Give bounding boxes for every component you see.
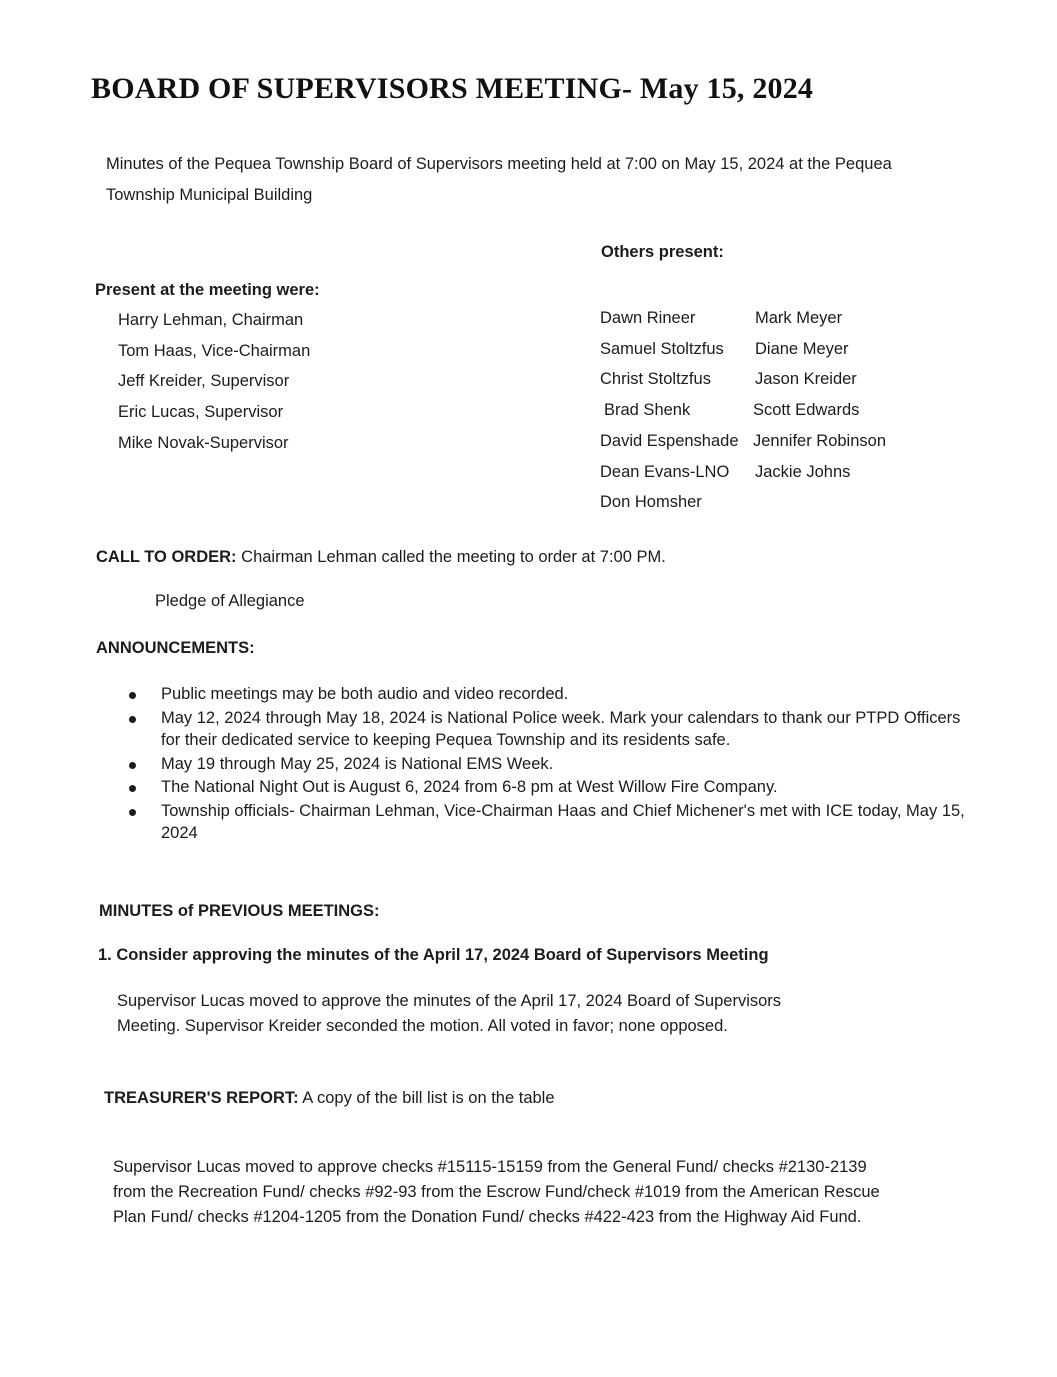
other-person: Diane Meyer — [755, 339, 849, 358]
pledge-text: Pledge of Allegiance — [155, 592, 305, 610]
treasurer-label: TREASURER'S REPORT: — [104, 1089, 299, 1107]
present-heading: Present at the meeting were: — [95, 281, 320, 299]
announcements-list — [128, 683, 978, 846]
call-to-order-label: CALL TO ORDER: — [96, 548, 237, 566]
call-to-order-text: Chairman Lehman called the meeting to order at 7:00 PM. — [241, 548, 666, 566]
treasurer-report — [104, 1089, 555, 1108]
present-member: Harry Lehman, Chairman — [118, 311, 304, 329]
other-person: Jason Kreider — [755, 370, 857, 389]
announcement-item: The National Night Out is August 6, 2024 from 6-8 pm at West Willow Fire Company. — [128, 776, 978, 799]
minutes-line-1: Supervisor Lucas moved to approve the minutes of the April 17, 2024 Board of Supervisors — [117, 992, 782, 1010]
call-to-order — [96, 548, 666, 567]
present-member: Jeff Kreider, Supervisor — [118, 372, 290, 391]
bullet-icon — [129, 716, 136, 723]
others-col-2 — [753, 303, 886, 487]
other-person: Dean Evans-LNO — [600, 462, 730, 481]
minutes-item-title: 1. Consider approving the minutes of the April 17, 2024 Board of Supervisors Meeting — [98, 946, 769, 964]
other-person: Samuel Stoltzfus — [600, 339, 724, 358]
announcement-item: Public meetings may be both audio and video recorded. — [128, 683, 978, 706]
other-person: Mark Meyer — [755, 309, 843, 327]
other-person: Jennifer Robinson — [753, 431, 886, 450]
present-members-list — [118, 305, 310, 459]
treasurer-text: A copy of the bill list is on the table — [302, 1089, 555, 1107]
treasurer-line-1: Supervisor Lucas moved to approve checks #15115-15159 from the General Fund/ checks #2130-2139 — [113, 1158, 867, 1176]
other-person: Don Homsher — [600, 493, 702, 512]
treasurer-line-2: from the Recreation Fund/ checks #92-93 from the Escrow Fund/check #1019 from the American Rescue — [113, 1183, 880, 1201]
other-person: David Espenshade — [600, 431, 739, 450]
other-person: Scott Edwards — [753, 401, 860, 420]
announcement-item: May 19 through May 25, 2024 is National EMS Week. — [128, 753, 978, 776]
others-col-1 — [600, 303, 739, 518]
other-person: Christ Stoltzfus — [600, 370, 711, 389]
announcement-item: May 12, 2024 through May 18, 2024 is National Police week. Mark your calendars to thank our PTPD Officers for their dedicated service to keeping Pequea Township and its residents safe. — [128, 707, 961, 752]
announcements-heading: ANNOUNCEMENTS: — [96, 639, 255, 657]
intro-line-1: Minutes of the Pequea Township Board of Supervisors meeting held at 7:00 on May 15, 2024 at the Pequea — [106, 155, 892, 173]
present-member: Tom Haas, Vice-Chairman — [118, 341, 311, 360]
other-person: Dawn Rineer — [600, 309, 696, 327]
page-title: BOARD OF SUPERVISORS MEETING- May 15, 2024 — [91, 72, 814, 105]
others-present-heading: Others present: — [601, 243, 724, 261]
bullet-icon — [129, 762, 136, 769]
present-member: Mike Novak-Supervisor — [118, 433, 289, 452]
minutes-line-2: Meeting. Supervisor Kreider seconded the motion. All voted in favor; none opposed. — [117, 1017, 728, 1035]
other-person: Jackie Johns — [755, 462, 851, 481]
bullet-icon — [129, 809, 136, 816]
bullet-icon — [129, 692, 136, 699]
treasurer-line-3: Plan Fund/ checks #1204-1205 from the Donation Fund/ checks #422-423 from the Highway Aid Fund. — [113, 1208, 862, 1226]
bullet-icon — [129, 785, 136, 792]
intro-line-2: Township Municipal Building — [106, 186, 313, 204]
minutes-heading: MINUTES of PREVIOUS MEETINGS: — [99, 902, 380, 920]
announcement-item: Township officials- Chairman Lehman, Vice-Chairman Haas and Chief Michener's met with ICE today, May 15, 2024 — [128, 800, 966, 845]
other-person: Brad Shenk — [604, 401, 691, 420]
present-member: Eric Lucas, Supervisor — [118, 403, 284, 422]
